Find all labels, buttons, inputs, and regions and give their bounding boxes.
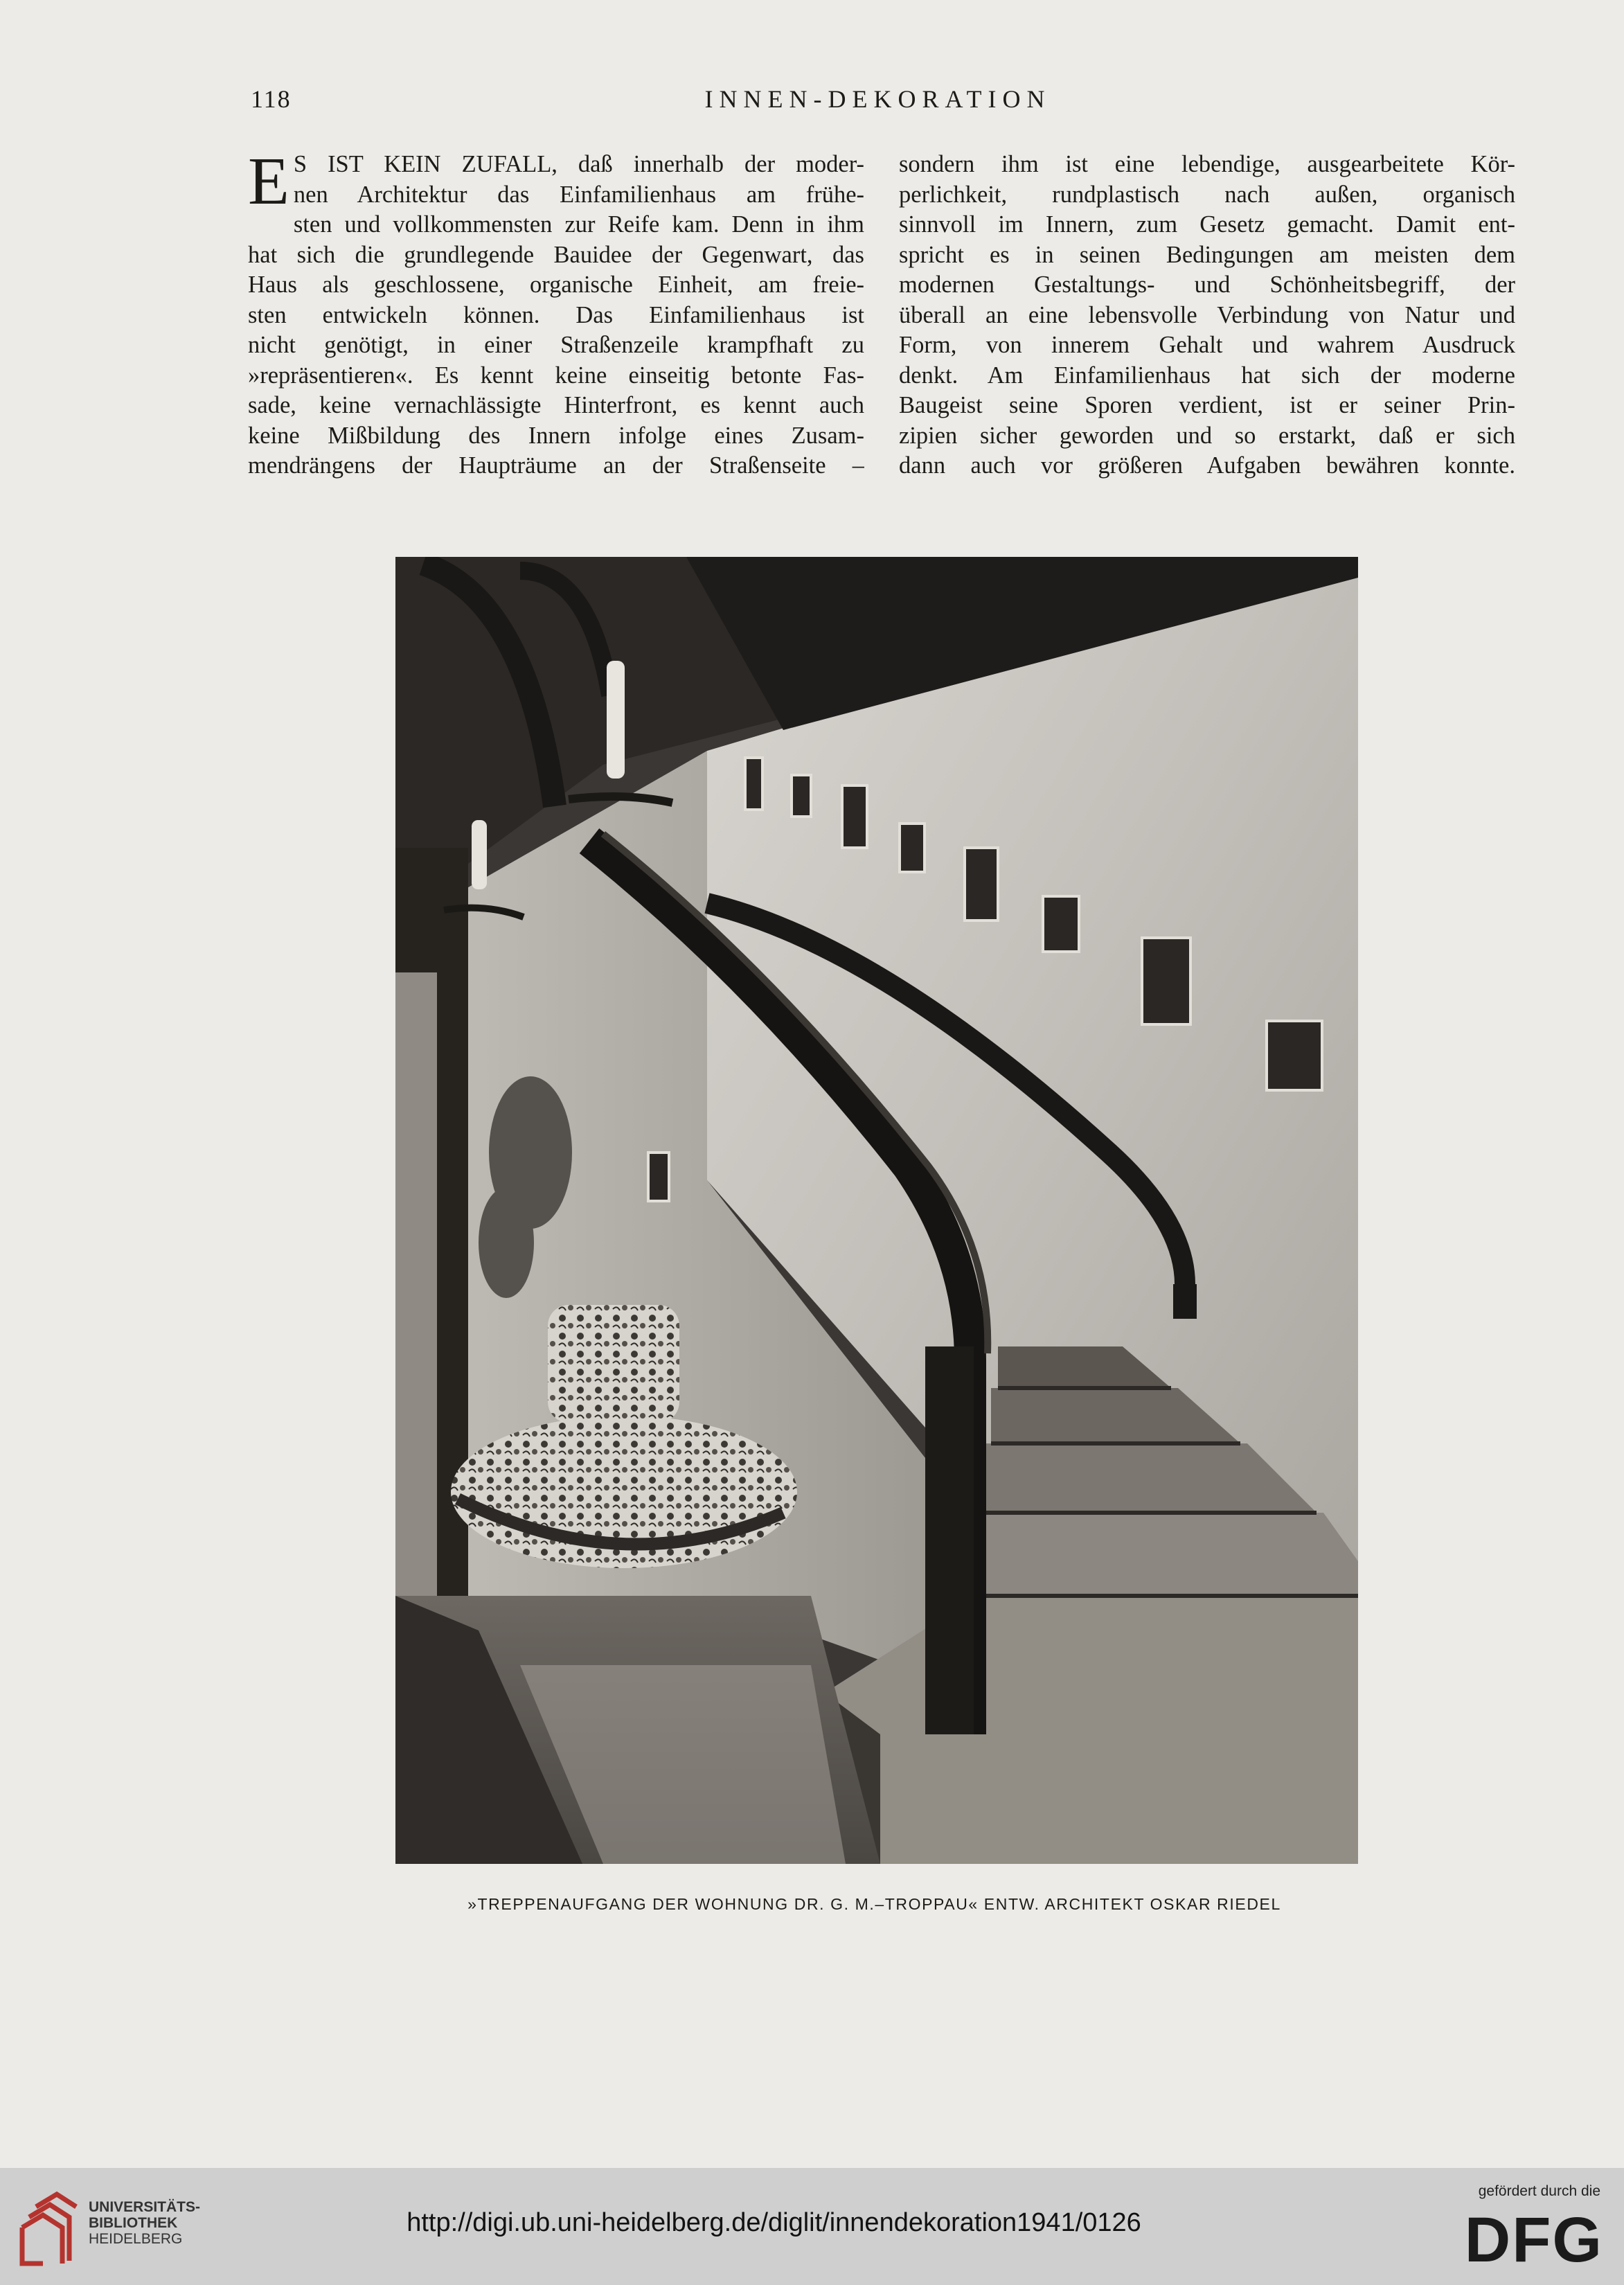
funding-label: gefördert durch die (1478, 2183, 1600, 2199)
text-line: nicht genötigt, in einer Straßenzeile krampfhaft zu (248, 332, 864, 358)
text-line: sten und vollkommensten zur Reife kam. Denn in ihm (293, 211, 864, 238)
running-title: INNEN-DEKORATION (704, 85, 1051, 113)
library-name-line: HEIDELBERG (89, 2231, 183, 2247)
text-line: hat sich die grundlegende Bauidee der Gegenwart, das (248, 241, 864, 268)
first-paragraph-opening (248, 144, 864, 219)
digitization-footer (0, 2168, 1624, 2285)
figure-caption: »TREPPENAUFGANG DER WOHNUNG DR. G. M.–TROPPAU« ENTW. ARCHITEKT OSKAR RIEDEL (467, 1895, 1281, 1913)
left-column (248, 144, 864, 481)
article-text (248, 144, 1515, 489)
right-column (899, 150, 1515, 481)
text-line: denkt. Am Einfamilienhaus hat sich der moderne (899, 362, 1515, 389)
staircase-photo (395, 557, 1358, 1864)
text-line: sondern ihm ist eine lebendige, ausgearbeitete Kör- (899, 151, 1515, 177)
text-line: sten entwickeln können. Das Einfamilienhaus ist (248, 301, 864, 328)
text-line: überall an eine lebensvolle Verbindung von Natur und (899, 301, 1515, 328)
text-line: dann auch vor größeren Aufgaben bewähren konnte. (899, 452, 1515, 479)
text-line: modernen Gestaltungs- und Schönheitsbegriff, der (899, 272, 1515, 298)
text-line: zipien sicher geworden und so erstarkt, daß er sich (899, 422, 1515, 449)
drop-initial: E (248, 144, 289, 219)
text-line: sinnvoll im Innern, zum Gesetz gemacht. Damit ent- (899, 211, 1515, 238)
text-line: »repräsentieren«. Es kennt keine einseitig betonte Fas- (248, 362, 864, 389)
text-line: mendrängens der Haupträume an der Straßenseite – (248, 452, 864, 479)
dfg-logo: DFG (1464, 2205, 1603, 2275)
text-line: spricht es in seinen Bedingungen am meisten dem (899, 241, 1515, 268)
text-line: keine Mißbildung des Innern infolge eines Zusam- (248, 422, 864, 449)
text-line: sade, keine vernachlässigte Hinterfront, es kennt auch (248, 392, 864, 418)
page-header (0, 85, 1624, 126)
text-line: S IST KEIN ZUFALL, daß innerhalb der moder- (293, 151, 864, 177)
text-line: Haus als geschlossene, organische Einheit, am freie- (248, 272, 864, 298)
text-line: Baugeist seine Sporen verdient, ist er seiner Prin- (899, 392, 1515, 418)
text-line: perlichkeit, rundplastisch nach außen, organisch (899, 181, 1515, 208)
library-name-line: BIBLIOTHEK (89, 2215, 178, 2231)
text-line: nen Architektur das Einfamilienhaus am frühe- (293, 181, 864, 208)
text-line: Form, von innerem Gehalt und wahrem Ausdruck (899, 332, 1515, 358)
permalink-url[interactable]: http://digi.ub.uni-heidelberg.de/diglit/innendekoration1941/0126 (407, 2208, 1141, 2237)
page-number: 118 (251, 85, 292, 113)
library-name-line: UNIVERSITÄTS- (89, 2199, 201, 2215)
